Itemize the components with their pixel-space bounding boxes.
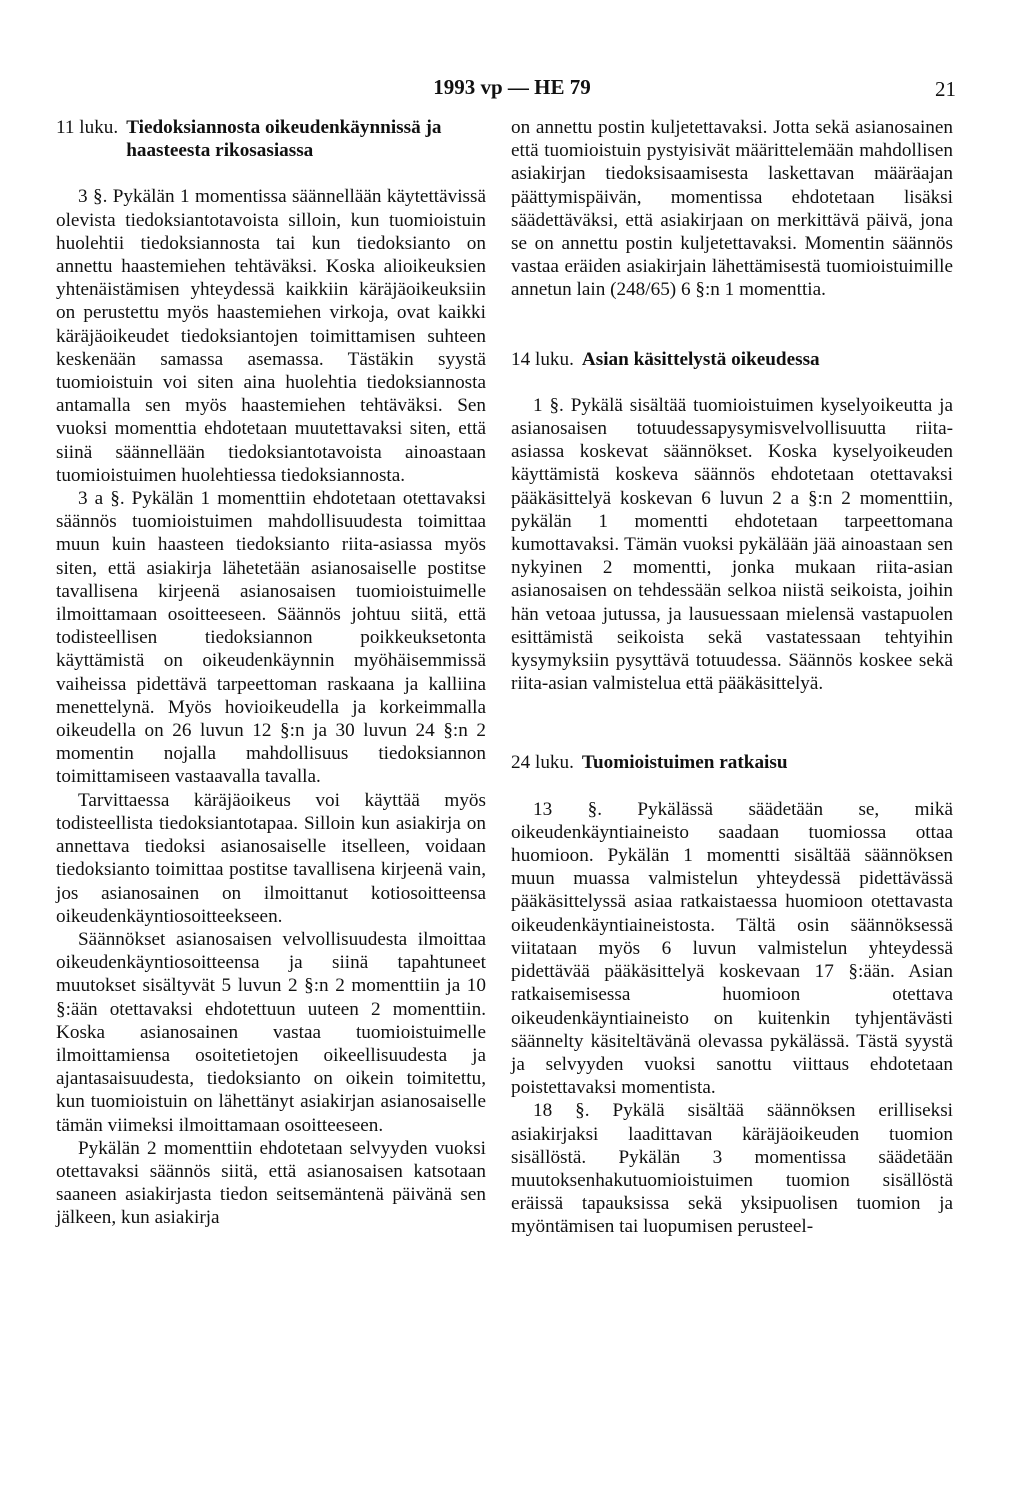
chapter-title: Tiedoksiannosta oikeudenkäynnissä ja haasteesta rikosasiassa [126,117,442,162]
chapter-title: Asian käsittelystä oikeudessa [581,348,820,370]
left-column [56,116,486,1230]
continued-paragraph: on annettu postin kuljetettavaksi. Jotta sekä asianosainen että tuomioistuin pystyisivät määrittelemään mahdollisen asiakirjan tiedoksisaamisesta laskettavan määräajan päättymispäivän, momentissa ehdotetaan lisäksi säädettäväksi, että asiakirjaan on merkittävä päivä, jona se on annettu postin kuljetettavaksi. Momentin säännös vastaa eräiden asiakirjain lähettämisestä tuomioistuimille annetun lain (248/65) 6 §:n 1 momenttia. [511,117,953,301]
paragraph: 13 §. Pykälässä säädetään se, mikä oikeudenkäyntiaineisto saadaan tuomiossa ottaa huomioon. Pykälän 1 momentti sisältää säännöksen muun muassa valmistelun yhteydessä pidettävässä pääkäsittelyssä asiaa ratkaistaessa huomioon otettavasta oikeudenkäyntiaineistosta. Tältä osin säännöksessä viitataan myös 6 luvun valmistelun yhteydessä pidettävää pääkäsittelyä koskevaan 17 §:ään. Asian ratkaisemisessa huomioon otettava oikeudenkäyntiaineisto on kuitenkin tyhjentävästi säännelty käsiteltävänä olevassa pykälässä. Tästä syystä ja selvyyden vuoksi sanottu viittaus ehdotetaan poistettavaksi momentista. [511,798,953,1099]
paragraph: 3 §. Pykälän 1 momentissa säännellään käytettävissä olevista tiedoksiantotavoista silloin, kun tuomioistuin huolehtii tiedoksiannosta tai kun tiedoksianto on annettu haastemiehen tehtäväksi. Koska alioikeuksien yhtenäistämisen yhteydessä kaikkiin käräjäoikeuksiin on perustettu myös haastemiehen virkoja, ovat kaikki käräjäoikeudet tiedoksiantojen toimittamisen suhteen keskenään samassa asemassa. Tästäkin syystä tuomioistuin voi siten aina huolehtia tiedoksiannosta antamalla sen myös haastemiehen tehtäväksi. Sen vuoksi momenttia ehdotetaan muutettavaksi siten, että siinä säännellään tiedoksiantotavoista ainoastaan tuomioistuimen huolehtiessa tiedoksiannosta. [56,186,486,486]
paragraph: Tarvittaessa käräjäoikeus voi käyttää myös todisteellista tiedoksiantotapaa. Silloin kun asiakirja on annettava tiedoksi asianosaiselle itselleen, voidaan tiedoksianto toimittaa postitse tavallisena kirjeenä vain, jos asianosainen on ilmoittanut kotiosoitteensa oikeudenkäyntiosoitteekseen. [56,789,486,927]
right-column [511,116,953,1239]
paragraph: Säännökset asianosaisen velvollisuudesta ilmoittaa oikeudenkäyntiosoitteensa ja siinä tapahtuneet muutokset sisältyvät 5 luvun 2 §:n 2 momenttiin ja 10 §:ään otettavaksi ehdotettuun uuteen 2 momenttiin. Koska asianosainen vastaa tuomioistuimelle ilmoittamiensa osoitetietojen oikeellisuudesta ja ajantasaisuudesta, tiedoksianto on oikein toimitettu, kun tuomioistuin on lähettänyt asiakirjan asianosaiselle tämän viimeksi ilmoittamaan osoitteeseen. [56,928,486,1136]
paragraph: Pykälän 2 momenttiin ehdotetaan selvyyden vuoksi otettavaksi säännös siitä, että asianosaisen katsotaan saaneen asiakirjasta tiedon seitsemäntenä päivänä sen jälkeen, kun asiakirja [56,1137,486,1229]
page-number: 21 [935,77,956,101]
chapter-title: Tuomioistuimen ratkaisu [581,752,788,774]
paragraph: 18 §. Pykälä sisältää säännöksen erilliseksi asiakirjaksi laadittavan käräjäoikeuden tuomion sisällöstä. Pykälän 3 momentissa säädetään muutoksenhakutuomioistuimen tuomion sisällöstä eräissä tapauksissa sekä yksipuolisen tuomion ja myöntämisen tai luopumisen perusteel- [511,1100,953,1238]
paragraph: 3 a §. Pykälän 1 momenttiin ehdotetaan otettavaksi säännös tuomioistuimen mahdollisuudesta toimittaa muun kuin haasteen tiedoksianto riita-asiassa myös siten, että asiakirja lähetetään asianosaiselle postitse tavallisena kirjeenä asianosaisen tuomioistuimelle ilmoittamaan osoitteeseen. Säännös johtuu siitä, että todisteellisen tiedoksiannon poikkeuksetonta käyttämistä on oikeudenkäynnin myöhäisemmissä vaiheissa pidettävä tarpeettoman raskaana ja kalliina menettelynä. Myös hovioikeudella ja korkeimmalla oikeudella on 26 luvun 12 §:n ja 30 luvun 24 §:n 2 momentin nojalla mahdollisuus tiedoksiannon toimittamiseen vastaavalla tavalla. [56,488,486,788]
header-title: 1993 vp — HE 79 [433,75,591,99]
chapter-number: 24 luku. [511,752,574,774]
page-header [0,75,1024,105]
chapter-11-heading [56,116,486,162]
chapter-number: 14 luku. [511,348,574,370]
chapter-number: 11 luku. [56,117,119,138]
chapter-24-heading [511,751,953,774]
chapter-14-heading [511,348,953,371]
paragraph: 1 §. Pykälä sisältää tuomioistuimen kyselyoikeutta ja asianosaisen totuudessapysymisvelvollisuutta riita-asiassa koskevat säännökset. Koska kyselyoikeuden käyttämistä koskeva säännös ehdotetaan otettavaksi pääkäsittelyä koskevan 6 luvun 2 a §:n 2 momenttiin, pykälän 1 momentti ehdotetaan tarpeettomana kumottavaksi. Tämän vuoksi pykälään jää ainoastaan sen nykyinen 2 momentti, jonka mukaan riita-asian asianosaisen on tehdessään selkoa niistä seikoista, joihin hän vetoaa jutussa, ja lausuessaan mielensä vastapuolen esittämistä seikoista sekä vastatessaan tehtyihin kysymyksiin pysyttävä totuudessa. Säännös koskee sekä riita-asian valmistelua että pääkäsittelyä. [511,394,953,695]
